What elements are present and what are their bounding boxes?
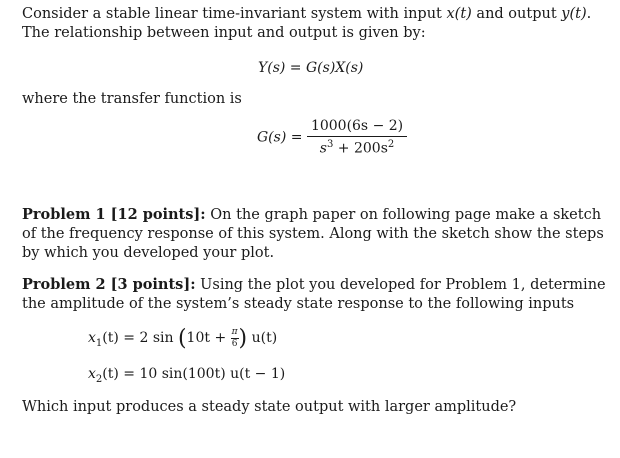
- eq1-rhs: G(s)X(s): [306, 60, 364, 76]
- problem1-text: On the graph paper on following page make a sketch of the frequency response of this system. Along with the sketch show the steps by which you developed your plot.: [22, 207, 604, 261]
- problem1-paragraph: [22, 205, 612, 263]
- input1-arg: (t) = 2 sin: [102, 330, 178, 346]
- output-symbol: y(t): [561, 6, 587, 22]
- input-symbol: x(t): [446, 6, 472, 22]
- eq1-lhs: Y(s): [258, 60, 286, 76]
- input1-pi: π: [231, 326, 238, 337]
- tf-lhs: G(s) =: [257, 129, 307, 146]
- tf-den-term2: + 200s: [333, 140, 388, 157]
- input1-sub: 1: [95, 337, 103, 349]
- input1-tail: u(t): [247, 330, 278, 346]
- intro-paragraph: [22, 5, 612, 43]
- input2-x: x: [88, 366, 96, 382]
- problem2-text: Using the plot you developed for Problem 1, determine the amplitude of the system’s steady state response to the following inputs: [22, 277, 606, 312]
- input1-open-paren: (: [177, 326, 187, 351]
- input2-sub: 2: [95, 373, 103, 385]
- tf-denominator: [307, 137, 407, 157]
- tf-den-exp3: 3: [326, 139, 334, 150]
- input1-x: x: [88, 330, 96, 346]
- input1-close-paren: ): [238, 326, 248, 351]
- intro-text-a: Consider a stable linear time-invariant system with input: [22, 6, 447, 22]
- input1-six: 6: [231, 338, 238, 349]
- tf-numerator: 1000(6s − 2): [307, 118, 407, 137]
- problem2-heading: Problem 2 [3 points]:: [22, 276, 196, 293]
- input2-equation: [88, 366, 285, 385]
- input2-rhs: (t) = 10 sin(100t) u(t − 1): [102, 366, 286, 382]
- where-text: where the transfer function is: [22, 91, 242, 107]
- input1-equation: [88, 326, 277, 351]
- question-text: Which input produces a steady state output with larger amplitude?: [22, 399, 517, 415]
- problem2-paragraph: [22, 275, 612, 314]
- intro-text-c: . The relationship between input and output is given by:: [22, 6, 592, 41]
- eq1-equals: =: [285, 60, 306, 76]
- tf-fraction: [307, 118, 407, 157]
- io-equation: [258, 60, 363, 76]
- problem1-heading: Problem 1 [12 points]:: [22, 206, 206, 223]
- transfer-function: [257, 118, 407, 157]
- tf-den-exp2: 2: [387, 139, 395, 150]
- input1-inner: 10t +: [186, 330, 231, 346]
- input1-pi-fraction: [231, 328, 239, 349]
- intro-text-b: and output: [471, 6, 562, 22]
- tf-den-s: s: [319, 140, 327, 157]
